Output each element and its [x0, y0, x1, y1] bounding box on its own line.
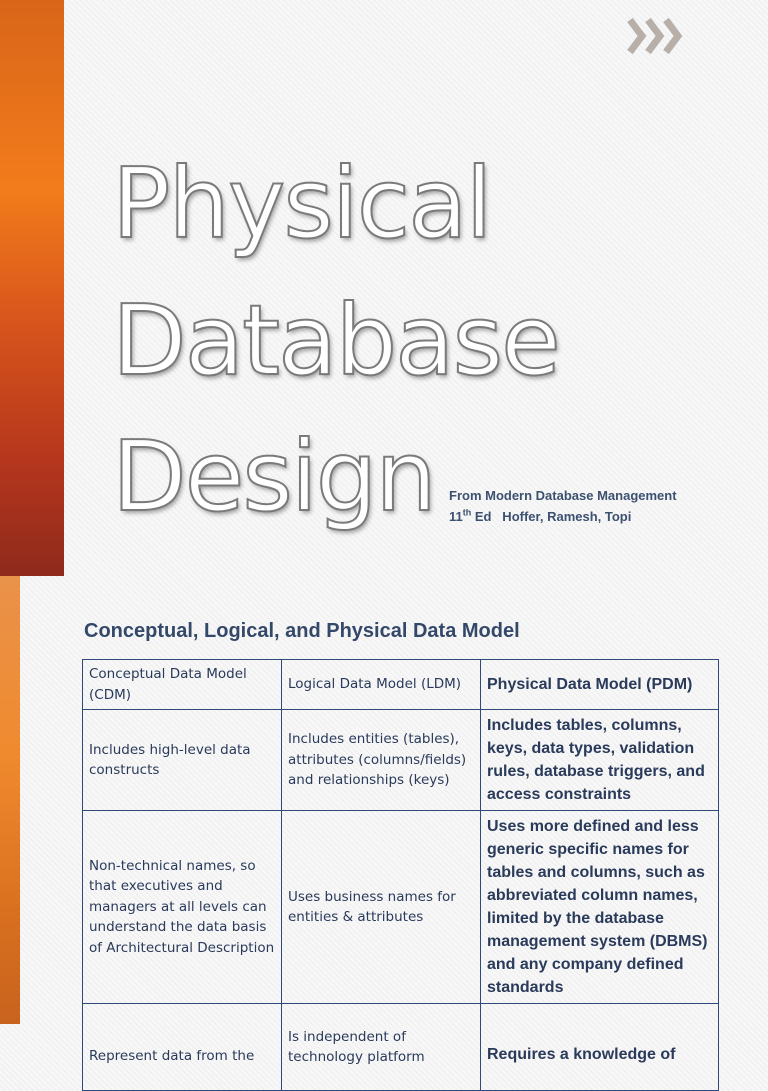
table-cell: Non-technical names, so that executives and managers at all levels can understand the data basis of Architectural Description	[83, 811, 282, 1004]
table-row	[83, 1004, 719, 1091]
subtitle	[449, 485, 749, 527]
edition-suffix: th	[462, 507, 472, 518]
table-cell: Represent data from the	[83, 1004, 282, 1091]
authors-text: Ed Hoffer, Ramesh, Topi	[471, 509, 632, 524]
table-cell: Requires a knowledge of	[481, 1004, 719, 1091]
table-row	[83, 811, 719, 1004]
title-line-2: Database	[112, 284, 559, 397]
edition-number: 11	[449, 509, 463, 524]
table-cell: Includes high-level data constructs	[83, 710, 282, 811]
orange-accent-bar	[0, 0, 64, 576]
subtitle-source: From Modern Database Management	[449, 488, 677, 503]
title-line-1: Physical	[112, 147, 491, 260]
header-cdm: Conceptual Data Model (CDM)	[83, 660, 282, 710]
table-cell: Uses more defined and less generic specific names for tables and columns, such as abbreviated column names, limited by the database management system (DBMS) and any company defined standards	[481, 811, 719, 1004]
table-cell: Uses business names for entities & attributes	[282, 811, 481, 1004]
subtitle-authors	[449, 506, 749, 527]
table-header-row	[83, 660, 719, 710]
comparison-slide	[0, 576, 768, 1065]
data-model-table	[82, 659, 719, 1091]
table-cell: Includes entities (tables), attributes (columns/fields) and relationships (keys)	[282, 710, 481, 811]
slide-heading: Conceptual, Logical, and Physical Data Model	[84, 620, 520, 642]
table-row	[83, 710, 719, 811]
orange-accent-bar-2	[0, 576, 20, 1024]
header-pdm: Physical Data Model (PDM)	[481, 660, 719, 710]
header-ldm: Logical Data Model (LDM)	[282, 660, 481, 710]
triple-chevron-icon[interactable]	[624, 14, 688, 58]
table-cell: Includes tables, columns, keys, data types, validation rules, database triggers, and access constraints	[481, 710, 719, 811]
table-cell: Is independent of technology platform	[282, 1004, 481, 1091]
title-line-3: Design	[112, 420, 435, 533]
